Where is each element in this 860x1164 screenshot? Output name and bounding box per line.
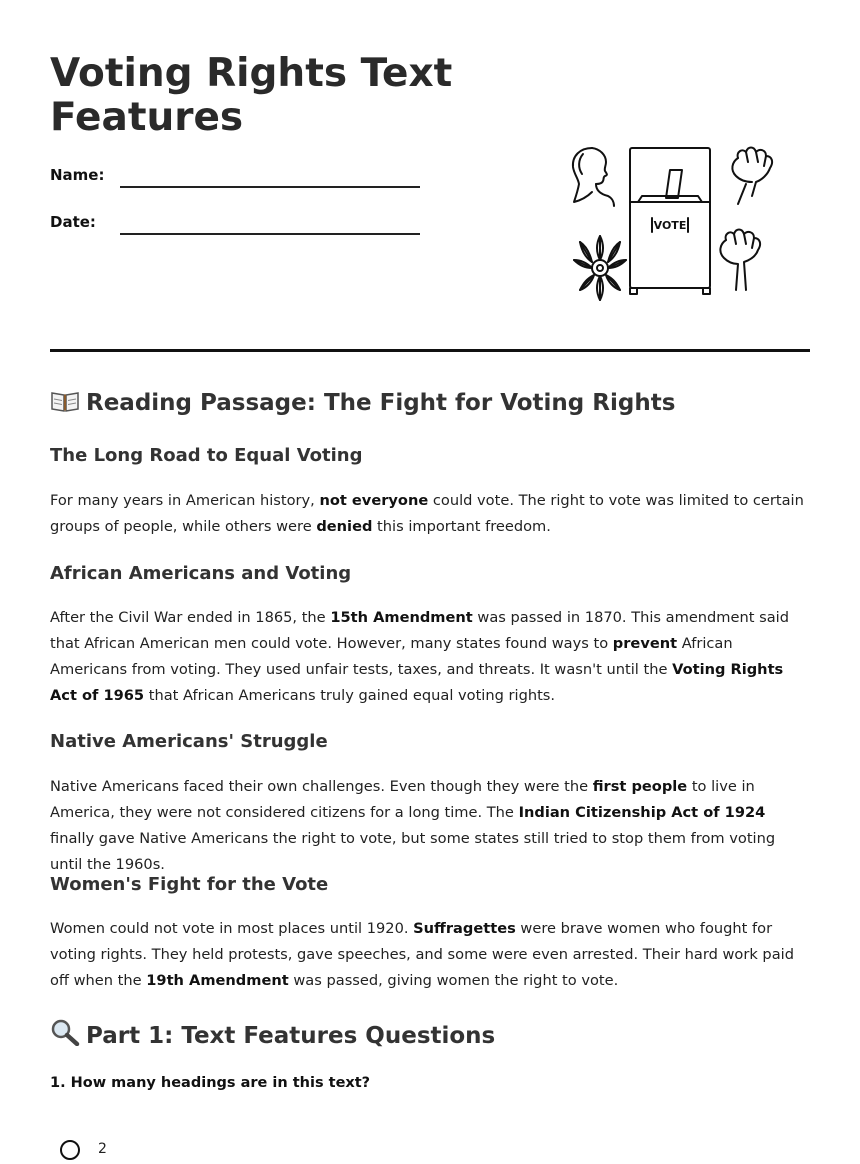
part1-heading [50,1018,495,1049]
name-field [50,166,420,194]
question-1: 1. How many headings are in this text? [50,1075,371,1091]
bold-term: denied [316,518,373,535]
feather-headdress-icon [574,236,626,300]
page-title: Voting Rights Text Features [50,51,453,140]
paragraph-text: was passed in 1870. This amendment said that African American men could vote. However, many states found ways to [50,609,789,652]
header-divider [50,349,810,352]
bold-term: 15th Amendment [330,609,473,626]
paragraph-text: that African Americans truly gained equal voting rights. [144,687,556,704]
bold-term: Indian Citizenship Act of 1924 [518,804,766,821]
raised-fist-icon [720,230,760,291]
section-heading-long-road: The Long Road to Equal Voting [50,445,363,466]
section-paragraph [50,488,810,540]
radio-button[interactable] [60,1140,80,1160]
date-field [50,213,420,241]
paragraph-text: were brave women who fought for voting rights. They held protests, gave speeches, and some were even arrested. Their hard work paid off when the [50,920,794,989]
section-paragraph [50,605,810,709]
paragraph-text: was passed, giving women the right to vote. [288,972,619,989]
voting-illustration [566,140,778,308]
date-line[interactable] [120,233,420,235]
bold-term: prevent [612,635,678,652]
open-book-icon [50,389,80,413]
raised-fist-icon [732,148,772,205]
magnifying-glass-icon [50,1018,80,1046]
section-paragraph [50,774,810,878]
question-1-option-1[interactable] [60,1138,260,1164]
paragraph-text: After the Civil War ended in 1865, the [50,609,331,626]
paragraph-text: African Americans from voting. They used unfair tests, taxes, and threats. It wasn't until the [50,635,733,678]
reading-passage-heading [50,389,675,416]
paragraph-text: this important freedom. [372,518,551,535]
section-heading-native-americans: Native Americans' Struggle [50,731,328,752]
section-heading-african-americans: African Americans and Voting [50,563,352,584]
paragraph-text: For many years in American history, [50,492,320,509]
bold-term: Suffragettes [413,920,516,937]
date-label: Date: [50,213,96,231]
name-line[interactable] [120,186,420,188]
part1-heading-text: Part 1: Text Features Questions [86,1023,496,1049]
paragraph-text: Native Americans faced their own challenges. Even though they were the [50,778,593,795]
bold-term: Voting Rights Act of 1965 [50,661,784,704]
bold-term: 19th Amendment [146,972,289,989]
paragraph-text: Women could not vote in most places until 1920. [50,920,414,937]
bold-term: not everyone [319,492,429,509]
paragraph-text: to live in America, they were not considered citizens for a long time. The [50,778,755,821]
bold-term: first people [592,778,688,795]
reading-passage-heading-text: Reading Passage: The Fight for Voting Rights [86,390,676,416]
section-heading-womens-fight: Women's Fight for the Vote [50,874,329,895]
woman-profile-icon [573,148,614,206]
name-label: Name: [50,166,105,184]
paragraph-text: finally gave Native Americans the right to vote, but some states still tried to stop them from voting until the 1960s. [50,830,776,873]
section-paragraph [50,916,810,994]
option-label: 2 [98,1141,107,1157]
ballot-box-icon [630,148,710,294]
paragraph-text: could vote. The right to vote was limited to certain groups of people, while others were [50,492,804,535]
ballot-box-label: VOTE [653,219,687,232]
